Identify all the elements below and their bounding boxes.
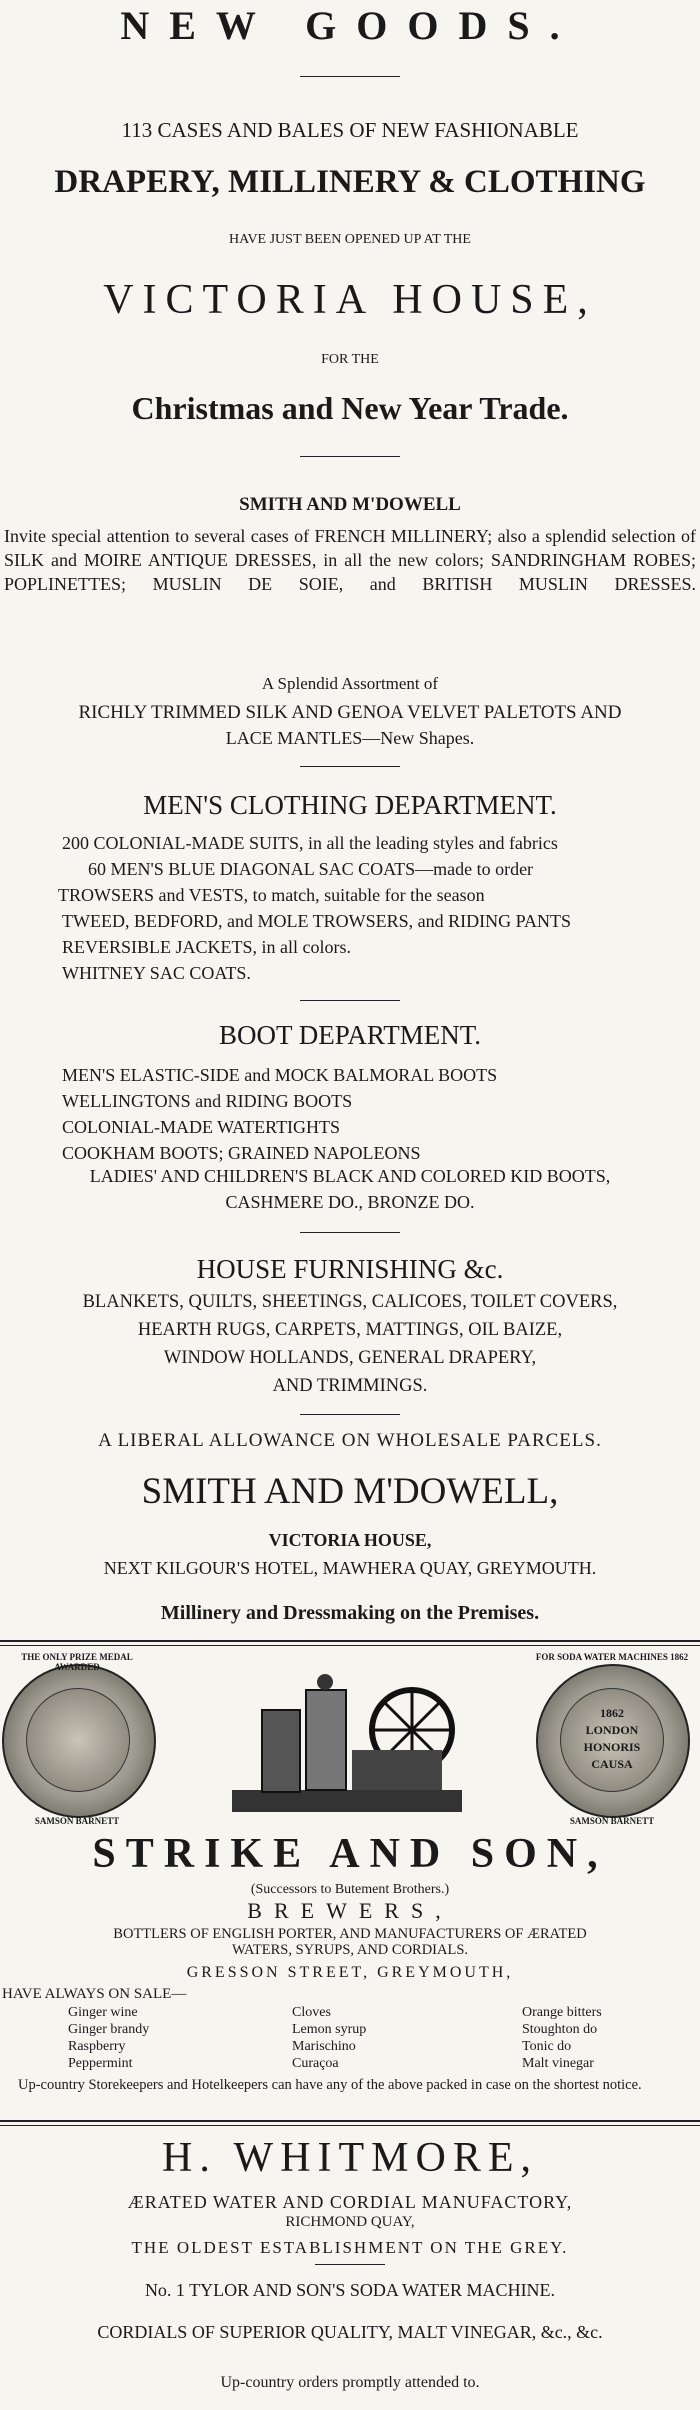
soda-machine-engraving — [212, 1660, 482, 1820]
list-item: AND TRIMMINGS. — [272, 1376, 428, 1396]
medal-text: HONORIS — [583, 1740, 641, 1754]
list-item: Curaçoa — [292, 2056, 339, 2071]
list-item: WELLINGTONS and RIDING BOOTS — [62, 1091, 353, 1111]
medal-right-caption: FOR SODA WATER MACHINES 1862 — [535, 1652, 689, 1662]
list-item: Raspberry — [68, 2039, 126, 2054]
list-item: WINDOW HOLLANDS, GENERAL DRAPERY, — [163, 1348, 537, 1368]
medal-right-caption: SAMSON BARNETT — [569, 1816, 655, 1826]
medal-right-image — [536, 1664, 690, 1818]
medal-left-caption: THE ONLY PRIZE MEDAL AWARDED — [21, 1652, 133, 1672]
whitmore-line: Up-country orders promptly attended to. — [220, 2374, 480, 2391]
bottlers-line: BOTTLERS OF ENGLISH PORTER, AND MANUFACTURERS OF ÆRATED — [113, 1926, 587, 1942]
list-item: 200 COLONIAL-MADE SUITS, in all the leading styles and fabrics — [62, 833, 558, 853]
for-the: FOR THE — [321, 352, 379, 367]
medal-text: CAUSA — [591, 1757, 633, 1771]
assortment-lead: A Splendid Assortment of — [261, 674, 439, 693]
list-item: Cloves — [292, 2005, 331, 2020]
mens-list — [58, 830, 572, 986]
section-separator — [0, 1645, 700, 1646]
millinery-line: Millinery and Dressmaking on the Premises. — [160, 1602, 540, 1624]
list-item: Marischino — [292, 2039, 356, 2054]
divider — [0, 2264, 700, 2265]
medal-text: 1862 — [600, 1706, 624, 1720]
medal-text: LONDON — [585, 1723, 639, 1737]
firm-name: SMITH AND M'DOWELL — [239, 494, 461, 515]
list-item: CASHMERE DO., BRONZE DO. — [225, 1192, 475, 1212]
list-item: WHITNEY SAC COATS. — [62, 963, 251, 983]
list-item: Ginger brandy — [68, 2022, 150, 2037]
strike-note: Up-country Storekeepers and Hotelkeepers can have any of the above packed in case on the shortest notice. — [18, 2077, 642, 2093]
season-line: Christmas and New Year Trade. — [131, 390, 569, 426]
whitmore-line: CORDIALS OF SUPERIOR QUALITY, MALT VINEGAR, &c., &c. — [97, 2322, 603, 2342]
opened-line: HAVE JUST BEEN OPENED UP AT THE — [229, 232, 471, 247]
whitmore-line: RICHMOND QUAY, — [285, 2214, 415, 2230]
list-item: Lemon syrup — [292, 2022, 367, 2037]
brewers-line: BREWERS, — [247, 1898, 453, 1923]
house-subtitle: VICTORIA HOUSE, — [268, 1530, 432, 1550]
bottlers-line: WATERS, SYRUPS, AND CORDIALS. — [231, 1942, 469, 1958]
list-item: BLANKETS, QUILTS, SHEETINGS, CALICOES, TOILET COVERS, — [82, 1292, 618, 1312]
always-line: HAVE ALWAYS ON SALE— — [2, 1986, 187, 2002]
headline: DRAPERY, MILLINERY & CLOTHING — [54, 164, 646, 200]
medal-left-image — [2, 1664, 156, 1818]
goods-column — [522, 2004, 602, 2072]
medal-right-inscription — [561, 1705, 663, 1773]
list-item: Malt vinegar — [522, 2056, 594, 2071]
list-item: LADIES' AND CHILDREN'S BLACK AND COLORED KID BOOTS, — [89, 1166, 611, 1186]
strike-address: GRESSON STREET, GREYMOUTH, — [186, 1964, 514, 1981]
list-item: COLONIAL-MADE WATERTIGHTS — [62, 1117, 341, 1137]
medal-left-figures — [26, 1688, 130, 1792]
whitmore-line: ÆRATED WATER AND CORDIAL MANUFACTORY, — [127, 2192, 573, 2212]
goods-column — [292, 2004, 366, 2072]
section-heading: MEN'S CLOTHING DEPARTMENT. — [143, 790, 557, 820]
goods-column — [68, 2004, 149, 2072]
list-item: Peppermint — [68, 2056, 133, 2071]
list-item: TWEED, BEDFORD, and MOLE TROWSERS, and RIDING PANTS — [62, 911, 572, 931]
assortment-line: RICHLY TRIMMED SILK AND GENOA VELVET PALETOTS AND — [78, 702, 622, 723]
section-separator — [0, 1640, 700, 1642]
whitmore-line: THE OLDEST ESTABLISHMENT ON THE GREY. — [131, 2238, 569, 2257]
cases-line: 113 CASES AND BALES OF NEW FASHIONABLE — [121, 118, 579, 142]
strike-name: STRIKE AND SON, — [92, 1831, 608, 1877]
divider — [0, 76, 700, 77]
page-title: NEW GOODS. — [120, 3, 580, 48]
address-line: NEXT KILGOUR'S HOTEL, MAWHERA QUAY, GREYMOUTH. — [103, 1558, 597, 1578]
medal-right-center — [560, 1688, 664, 1792]
list-item: TROWSERS and VESTS, to match, suitable for the season — [58, 885, 485, 905]
list-item: Tonic do — [522, 2039, 572, 2054]
firm-name-large: SMITH AND M'DOWELL, — [141, 1471, 559, 1512]
list-item: Ginger wine — [68, 2005, 138, 2020]
assortment-line: LACE MANTLES—New Shapes. — [225, 728, 475, 748]
list-item: REVERSIBLE JACKETS, in all colors. — [62, 937, 351, 957]
divider — [0, 1232, 700, 1233]
allowance-line: A LIBERAL ALLOWANCE ON WHOLESALE PARCELS. — [98, 1430, 602, 1451]
section-separator — [0, 2125, 700, 2126]
whitmore-line: No. 1 TYLOR AND SON'S SODA WATER MACHINE. — [144, 2280, 556, 2300]
list-item: 60 MEN'S BLUE DIAGONAL SAC COATS—made to order — [88, 859, 534, 879]
section-heading: BOOT DEPARTMENT. — [219, 1020, 481, 1050]
list-item: COOKHAM BOOTS; GRAINED NAPOLEONS — [62, 1143, 421, 1163]
boots-list — [62, 1062, 497, 1166]
medal-left-caption: SAMSON BARNETT — [34, 1816, 120, 1826]
list-item: Stoughton do — [522, 2022, 598, 2037]
whitmore-name: H. WHITMORE, — [161, 2135, 539, 2181]
list-item: Orange bitters — [522, 2005, 602, 2020]
divider — [0, 1000, 700, 1001]
divider — [0, 456, 700, 457]
divider — [0, 1414, 700, 1415]
successors-line: (Successors to Butement Brothers.) — [250, 1882, 450, 1897]
divider — [0, 766, 700, 767]
list-item: MEN'S ELASTIC-SIDE and MOCK BALMORAL BOOTS — [62, 1065, 498, 1085]
intro-text: Invite special attention to several cases of FRENCH MILLINERY; also a splendid selection of SILK and MOIRE ANTIQUE DRESSES, in all the new colors; SANDRINGHAM ROBES; POPLINETTES; MUSLIN DE SOIE, and BRITISH MUSLIN DRESSES. — [4, 526, 696, 594]
house-name: VICTORIA HOUSE, — [103, 277, 597, 323]
section-separator — [0, 2120, 700, 2122]
list-item: HEARTH RUGS, CARPETS, MATTINGS, OIL BAIZE, — [137, 1320, 563, 1340]
section-heading: HOUSE FURNISHING &c. — [196, 1254, 504, 1284]
